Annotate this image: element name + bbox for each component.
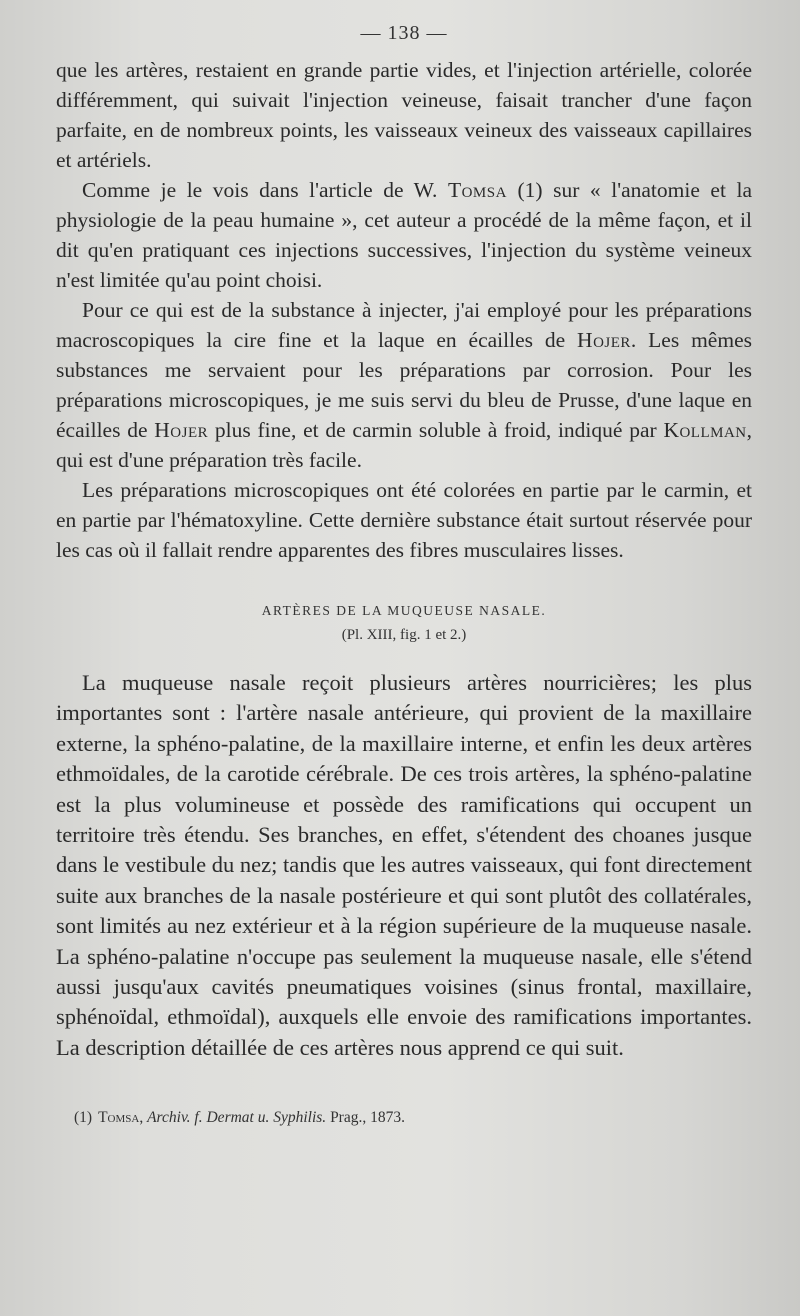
- section-paragraph: La muqueuse nasale reçoit plusieurs artères nourricières; les plus importantes sont : l'artère nasale antérieure, qui provient de la maxillaire externe, la sphéno-palatine, de la maxillaire interne, et enfin les deux artères ethmoïdales, de la carotide cérébrale. De ces trois artères, la sphéno-palatine est la plus volumineuse et possède des ramifications qui occupent un territoire très étendu. Ses branches, en effet, s'étendent des choanes jusque dans le vestibule du nez; tandis que les autres vaisseaux, qui font directement suite aux branches de la nasale postérieure et qui sont plutôt des collatérales, sont limités au nez extérieur et à la région supérieure de la muqueuse nasale. La sphéno-palatine n'occupe pas seulement la muqueuse nasale, elle s'étend aussi jusqu'aux cavités pneumatiques voisines (sinus frontal, maxillaire, sphénoïdal, ethmoïdal), auxquels elle envoie des ramifications importantes. La description détaillée de ces artères nous apprend ce qui suit.: [56, 670, 752, 1060]
- page-number: — 138 —: [360, 22, 448, 44]
- paragraph-text: Comme je le vois dans l'article de W.: [82, 178, 448, 202]
- paragraph-text: (1) sur « l'anatomie et la physiologie de la peau humaine », cet auteur a procédé de la même façon, et il dit qu'en pratiquant ces injections successives, l'injection du système veineux n'est limitée qu'au point choisi.: [56, 178, 753, 292]
- paragraph-continuation: que les artères, restaient en grande partie vides, et l'injection artérielle, colorée différemment, qui suivait l'injection veineuse, faisait trancher d'une façon parfaite, en de nombreux points, les vaisseaux veineux des vaisseaux capillaires et artériels.: [56, 58, 752, 172]
- author-name: Hojer: [577, 328, 631, 352]
- footnote-journal: Archiv. f. Dermat u. Syphilis.: [147, 1109, 327, 1127]
- paragraph-tomsa: [56, 175, 752, 295]
- paragraph-text: Pour ce qui est de la substance à injecter, j'ai employé pour les préparations macroscopiques la cire fine et la laque en écailles de: [56, 298, 752, 352]
- paragraph-text: . Les mêmes substances me servaient pour les préparations par corrosion. Pour les préparations microscopiques, je me suis servi du bleu de Prusse, d'une laque en écailles de: [56, 328, 752, 442]
- paragraph-substance: [56, 295, 752, 475]
- section-title: ARTÈRES DE LA MUQUEUSE NASALE.: [261, 603, 547, 618]
- footnote-place-year: Prag., 1873.: [330, 1109, 405, 1127]
- section-plate-reference: (Pl. XIII, fig. 1 et 2.): [341, 627, 467, 643]
- author-name: Kollman: [663, 418, 747, 442]
- author-name: Hojer: [154, 418, 209, 442]
- footnote-author: Tomsa: [98, 1109, 140, 1127]
- paragraph-coloration: Les préparations microscopiques ont été colorées en partie par le carmin, et en partie par l'hématoxyline. Cette dernière substance était surtout réservée pour les cas où il fallait rendre apparentes des fibres musculaires lisses.: [56, 478, 752, 562]
- footnote: (1) Tomsa, Archiv. f. Dermat u. Syphilis. Prag., 1873.: [74, 1109, 405, 1127]
- footnote-mark: (1): [74, 1109, 93, 1127]
- paragraph-text: plus fine, et de carmin soluble à froid, indiqué par: [208, 418, 664, 442]
- author-name: Tomsa: [447, 178, 507, 202]
- paragraph-text: , qui est d'une préparation très facile.: [56, 418, 752, 472]
